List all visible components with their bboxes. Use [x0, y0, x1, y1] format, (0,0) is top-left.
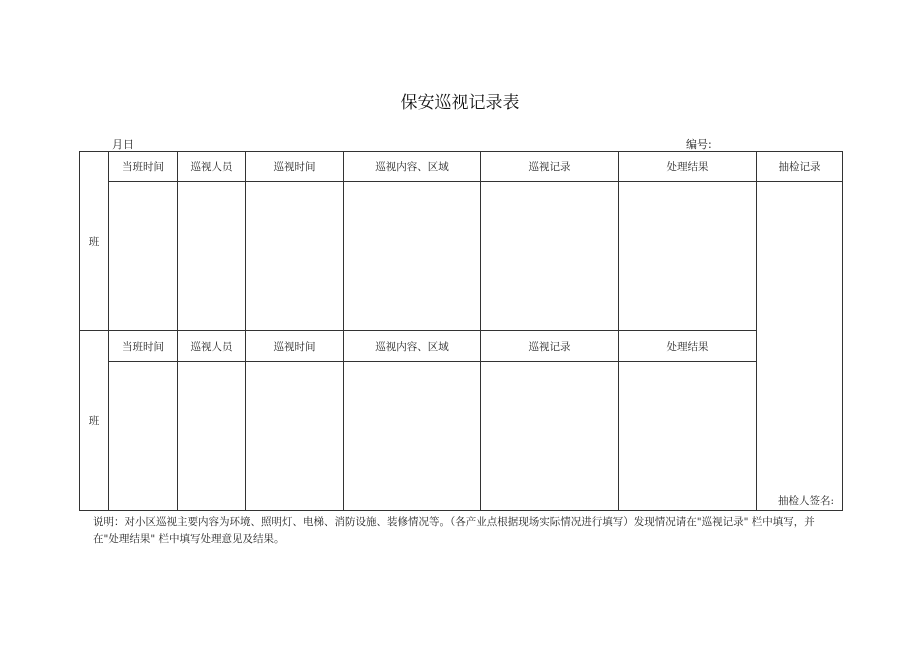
shift-2-label: 班 — [80, 331, 109, 511]
shift-1-staff-cell[interactable] — [178, 182, 246, 331]
patrol-record-table — [79, 151, 843, 511]
shift-1-header-row — [80, 152, 843, 182]
col-header-spot-check: 抽检记录 — [757, 152, 843, 182]
instructions-note: 说明：对小区巡视主要内容为环境、照明灯、电梯、消防设施、装修情况等。（各产业点根据现场实际情况进行填写）发现情况请在"巡视记录" 栏中填写，并在"处理结果" 栏中填写处理意见及结果。 — [93, 516, 815, 545]
shift-1-entry-row — [80, 182, 843, 331]
shift-1-label: 班 — [80, 152, 109, 331]
number-label: 编号: — [686, 138, 712, 151]
col-header-duty-time: 当班时间 — [109, 152, 178, 182]
shift-1-duty-time-cell[interactable] — [109, 182, 178, 331]
shift-1-area-cell[interactable] — [344, 182, 481, 331]
col-header-patrol-record: 巡视记录 — [481, 152, 619, 182]
col-header-result-2: 处理结果 — [619, 331, 757, 361]
shift-2-record-cell[interactable] — [481, 361, 619, 510]
col-header-patrol-area: 巡视内容、区域 — [344, 152, 481, 182]
shift-2-staff-cell[interactable] — [178, 361, 246, 510]
spot-check-cell[interactable] — [757, 182, 843, 511]
col-header-patrol-staff-2: 巡视人员 — [178, 331, 246, 361]
date-label: 月日 — [112, 138, 134, 151]
shift-2-result-cell[interactable] — [619, 361, 757, 510]
col-header-result: 处理结果 — [619, 152, 757, 182]
shift-2-patrol-time-cell[interactable] — [246, 361, 344, 510]
shift-2-entry-row — [80, 361, 843, 510]
shift-2-area-cell[interactable] — [344, 361, 481, 510]
col-header-patrol-staff: 巡视人员 — [178, 152, 246, 182]
col-header-patrol-time-2: 巡视时间 — [246, 331, 344, 361]
shift-2-duty-time-cell[interactable] — [109, 361, 178, 510]
col-header-patrol-time: 巡视时间 — [246, 152, 344, 182]
shift-1-result-cell[interactable] — [619, 182, 757, 331]
shift-1-record-cell[interactable] — [481, 182, 619, 331]
shift-2-header-row — [80, 331, 843, 361]
col-header-patrol-area-2: 巡视内容、区域 — [344, 331, 481, 361]
spot-check-signature-label: 抽检人签名: — [777, 495, 834, 507]
col-header-patrol-record-2: 巡视记录 — [481, 331, 619, 361]
page-title: 保安巡视记录表 — [400, 93, 520, 113]
col-header-duty-time-2: 当班时间 — [109, 331, 178, 361]
shift-1-patrol-time-cell[interactable] — [246, 182, 344, 331]
